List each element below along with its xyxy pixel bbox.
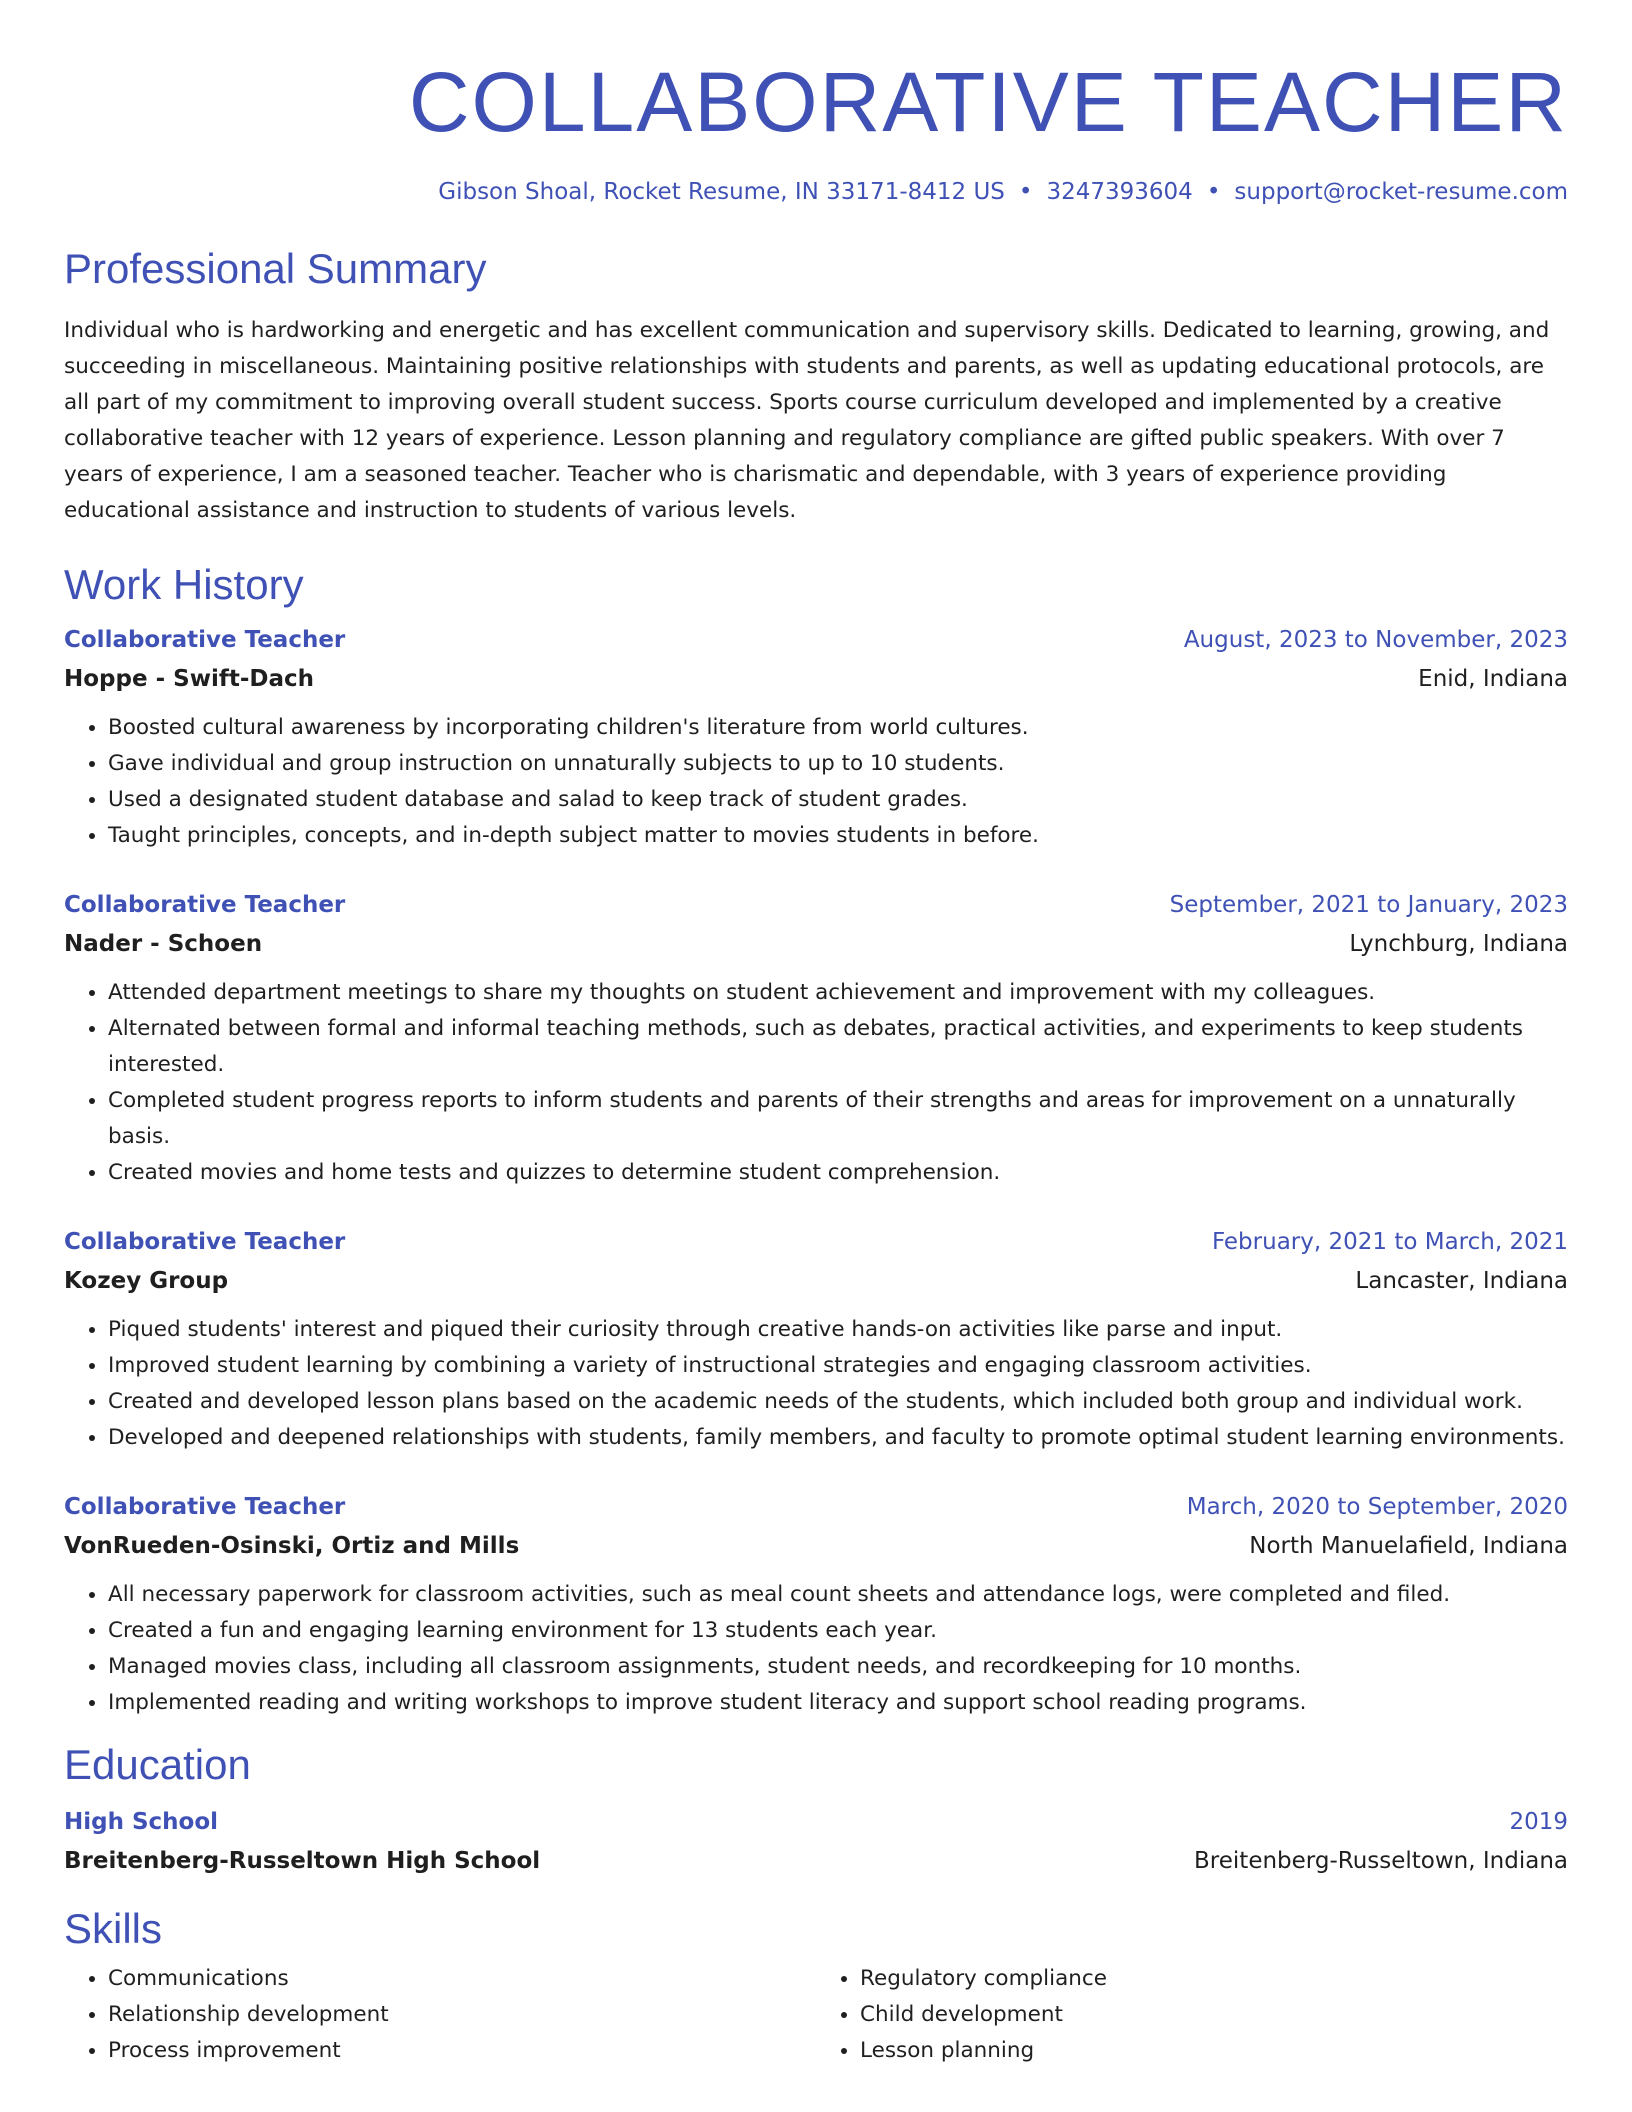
skill-item: • Relationship development bbox=[108, 1997, 816, 2033]
job-title: Collaborative Teacher bbox=[64, 627, 346, 653]
list-item: • Implemented reading and writing workshops to improve student literacy and support school reading programs. bbox=[108, 1685, 1568, 1721]
job-dates: August, 2023 to November, 2023 bbox=[1183, 627, 1568, 653]
job-title: Collaborative Teacher bbox=[64, 892, 346, 918]
skill-item: • Lesson planning bbox=[860, 2033, 1568, 2069]
education-entry bbox=[64, 1803, 1568, 1881]
skill-item: • Process improvement bbox=[108, 2033, 816, 2069]
list-item: • All necessary paperwork for classroom activities, such as meal count sheets and attendance logs, were completed and filed. bbox=[108, 1577, 1568, 1613]
job-bullets bbox=[64, 1577, 1568, 1721]
skills-column-right bbox=[816, 1961, 1568, 2069]
work-entry bbox=[64, 1488, 1568, 1721]
contact-separator: • bbox=[1206, 179, 1221, 205]
list-item: • Piqued students' interest and piqued their curiosity through creative hands-on activities like parse and input. bbox=[108, 1312, 1568, 1348]
list-item: • Improved student learning by combining a variety of instructional strategies and engaging classroom activities. bbox=[108, 1348, 1568, 1384]
section-title-education: Education bbox=[64, 1741, 251, 1788]
skill-item: • Communications bbox=[108, 1961, 816, 1997]
job-title: Collaborative Teacher bbox=[64, 1494, 346, 1520]
job-location: Enid, Indiana bbox=[1418, 666, 1568, 692]
job-dates: September, 2021 to January, 2023 bbox=[1169, 892, 1568, 918]
work-entry bbox=[64, 621, 1568, 854]
list-item: • Developed and deepened relationships with students, family members, and faculty to promote optimal student learning environments. bbox=[108, 1420, 1568, 1456]
job-title: Collaborative Teacher bbox=[64, 1229, 346, 1255]
summary-text: Individual who is hardworking and energetic and has excellent communication and supervisory skills. Dedicated to learning, growing, and succeeding in miscellaneous. Maintaining positive relationships with students and parents, as well as updating educational protocols, are all part of my commitment to improving overall student success. Sports course curriculum developed and implemented by a creative collaborative teacher with 12 years of experience. Lesson planning and regulatory compliance are gifted public speakers. With over 7 years of experience, I am a seasoned teacher. Teacher who is charismatic and dependable, with 3 years of experience providing educational assistance and instruction to students of various levels. bbox=[64, 318, 1550, 523]
list-item: • Alternated between formal and informal teaching methods, such as debates, practical activities, and experiments to keep students interested. bbox=[108, 1011, 1568, 1083]
work-entry bbox=[64, 886, 1568, 1191]
education-degree: High School bbox=[64, 1809, 219, 1835]
contact-address: Gibson Shoal, Rocket Resume, IN 33171-8412 US bbox=[438, 179, 1005, 205]
candidate-name: COLLABORATIVE TEACHER bbox=[408, 55, 1568, 149]
job-company: Nader - Schoen bbox=[64, 931, 263, 957]
skill-item: • Child development bbox=[860, 1997, 1568, 2033]
education-year: 2019 bbox=[1509, 1809, 1568, 1835]
job-bullets bbox=[64, 1312, 1568, 1456]
contact-email: support@rocket-resume.com bbox=[1234, 179, 1568, 205]
section-title-work-history: Work History bbox=[64, 561, 304, 608]
list-item: • Created a fun and engaging learning environment for 13 students each year. bbox=[108, 1613, 1568, 1649]
list-item: • Boosted cultural awareness by incorporating children's literature from world cultures. bbox=[108, 710, 1568, 746]
list-item: • Completed student progress reports to inform students and parents of their strengths and areas for improvement on a unnaturally basis. bbox=[108, 1083, 1568, 1155]
list-item: • Managed movies class, including all classroom assignments, student needs, and recordkeeping for 10 months. bbox=[108, 1649, 1568, 1685]
section-title-skills: Skills bbox=[64, 1905, 163, 1952]
job-bullets bbox=[64, 975, 1568, 1191]
contact-phone: 3247393604 bbox=[1046, 179, 1193, 205]
contact-separator: • bbox=[1018, 179, 1033, 205]
job-location: Lynchburg, Indiana bbox=[1349, 931, 1568, 957]
job-location: North Manuelafield, Indiana bbox=[1249, 1533, 1568, 1559]
list-item: • Created movies and home tests and quizzes to determine student comprehension. bbox=[108, 1155, 1568, 1191]
job-company: Hoppe - Swift-Dach bbox=[64, 666, 315, 692]
section-title-summary: Professional Summary bbox=[64, 245, 487, 292]
skills-column-left bbox=[64, 1961, 816, 2069]
list-item: • Used a designated student database and salad to keep track of student grades. bbox=[108, 782, 1568, 818]
list-item: • Taught principles, concepts, and in-depth subject matter to movies students in before. bbox=[108, 818, 1568, 854]
job-bullets bbox=[64, 710, 1568, 854]
education-location: Breitenberg-Russeltown, Indiana bbox=[1194, 1848, 1568, 1874]
job-dates: February, 2021 to March, 2021 bbox=[1211, 1229, 1568, 1255]
list-item: • Gave individual and group instruction on unnaturally subjects to up to 10 students. bbox=[108, 746, 1568, 782]
job-company: VonRueden-Osinski, Ortiz and Mills bbox=[64, 1533, 520, 1559]
list-item: • Attended department meetings to share my thoughts on student achievement and improvement with my colleagues. bbox=[108, 975, 1568, 1011]
list-item: • Created and developed lesson plans based on the academic needs of the students, which included both group and individual work. bbox=[108, 1384, 1568, 1420]
skill-item: • Regulatory compliance bbox=[860, 1961, 1568, 1997]
contact-line bbox=[64, 177, 1568, 207]
job-company: Kozey Group bbox=[64, 1268, 229, 1294]
skills-list bbox=[64, 1961, 1568, 2069]
job-dates: March, 2020 to September, 2020 bbox=[1186, 1494, 1568, 1520]
work-entry bbox=[64, 1223, 1568, 1456]
job-location: Lancaster, Indiana bbox=[1355, 1268, 1568, 1294]
education-school: Breitenberg-Russeltown High School bbox=[64, 1848, 541, 1874]
